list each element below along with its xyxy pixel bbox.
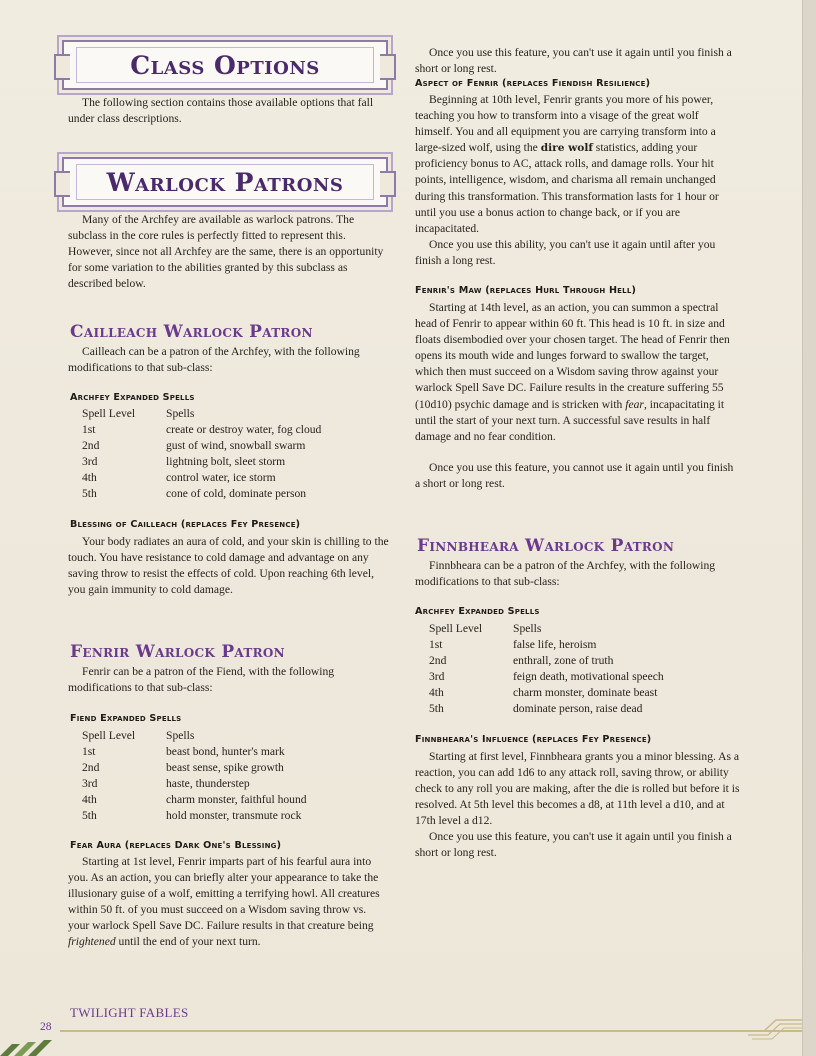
aspect-of-fenrir-text: Beginning at 10th level, Fenrir grants you more of his power, teaching you how to transform into a visage of the great wolf himself. You and all equipment you are carrying transform into a large-sized wolf, using the dire wolf statistics, adding your proficiency bonus to AC, attack rolls, and damage rolls. Your hit points, intelligence, wisdom, and charisma all remain unchanged during this transformation. This transformation lasts for 1 hour or until you use a bonus action to change back, or if you are incapacitated. [415, 93, 719, 235]
class-options-banner [62, 40, 388, 90]
fear-aura-continued: Once you use this feature, you can't use it again until you finish a short or long rest. [415, 46, 732, 76]
fenrir-intro: Fenrir can be a patron of the Fiend, with the following modifications to that sub-class: [68, 665, 335, 695]
table-row: 4th control water, ice storm [82, 471, 276, 484]
cailleach-blessing-heading: Blessing of Cailleach (replaces Fey Presence) [70, 519, 301, 530]
finnbheara-influence-once: Once you use this feature, you can't use it again until you finish a short or long rest. [415, 830, 732, 860]
class-options-title: Class Options [130, 50, 320, 80]
table-row: 4th charm monster, faithful hound [82, 793, 307, 806]
table-row: 3rd feign death, motivational speech [429, 670, 664, 683]
table-row: 3rd haste, thunderstep [82, 777, 250, 790]
table-row: 1st false life, heroism [429, 638, 597, 651]
table-row: 2nd gust of wind, snowball swarm [82, 439, 306, 452]
banner-ornament-left [54, 171, 70, 197]
cailleach-intro: Cailleach can be a patron of the Archfey, with the following modifications to that sub-class: [68, 345, 360, 375]
footer-ornament-icon [742, 1012, 802, 1040]
table-row: 2nd enthrall, zone of truth [429, 654, 614, 667]
footer-title: TWILIGHT FABLES [70, 1005, 189, 1020]
table-row: 2nd beast sense, spike growth [82, 761, 284, 774]
aspect-of-fenrir-heading: Aspect of Fenrir (replaces Fiendish Resilience) [415, 78, 651, 89]
cailleach-spell-table [68, 406, 321, 502]
table-row: 1st beast bond, hunter's mark [82, 745, 285, 758]
table-header-row: Spell Level Spells [429, 622, 542, 635]
table-row: 1st create or destroy water, fog cloud [82, 423, 322, 436]
fear-aura-heading: Fear Aura (replaces Dark One's Blessing) [70, 840, 282, 851]
fiend-spells-heading: Fiend Expanded Spells [70, 713, 182, 724]
finnbheara-spell-table [415, 621, 664, 717]
table-header-row: Spell Level Spells [82, 407, 195, 420]
footer-rule [60, 1030, 805, 1032]
cailleach-spells-heading: Archfey Expanded Spells [70, 392, 195, 403]
fenrir-title: Fenrir Warlock Patron [70, 642, 285, 662]
table-row: 5th cone of cold, dominate person [82, 487, 307, 500]
table-row: 4th charm monster, dominate beast [429, 686, 658, 699]
warlock-patrons-title: Warlock Patrons [106, 167, 344, 197]
banner-ornament-left [54, 54, 70, 80]
finnbheara-intro: Finnbheara can be a patron of the Archfey, with the following modifications to that sub-class: [415, 559, 716, 589]
fenrir-maw-heading: Fenrir's Maw (replaces Hurl Through Hell) [415, 285, 637, 296]
corner-stripe-icon [0, 1036, 60, 1056]
finnbheara-influence-heading: Finnbheara's Influence (replaces Fey Presence) [415, 734, 652, 745]
finnbheara-influence-text: Starting at first level, Finnbheara grants you a minor blessing. As a reaction, you can add 1d6 to any attack roll, saving throw, or ability check to any roll you are making, after the die is rolled but before it is resolved. At 5th level this becomes a d8, at 11th level a d10, and at 17th level a d12. [415, 750, 740, 828]
class-options-intro: The following section contains those available options that fall under class descriptions. [68, 96, 374, 126]
finnbheara-spells-heading: Archfey Expanded Spells [415, 606, 540, 617]
page-edge [802, 0, 816, 1056]
banner-ornament-right [380, 171, 396, 197]
cailleach-blessing-text: Your body radiates an aura of cold, and your skin is chilling to the touch. You have resistance to cold damage and advantage on any saving throw to resist the effects of cold. Upon reaching 6th level, you gain immunity to cold damage. [68, 535, 389, 597]
finnbheara-title: Finnbheara Warlock Patron [417, 536, 675, 556]
fenrir-spell-table [68, 728, 307, 824]
fenrir-maw-once: Once you use this feature, you cannot use it again until you finish a short or long rest. [415, 461, 734, 491]
cailleach-title: Cailleach Warlock Patron [70, 322, 313, 342]
table-row: 5th hold monster, transmute rock [82, 809, 302, 822]
warlock-patrons-banner [62, 157, 388, 207]
aspect-of-fenrir-once: Once you use this ability, you can't use it again until after you finish a long rest. [415, 238, 716, 268]
banner-ornament-right [380, 54, 396, 80]
fenrir-maw-text: Starting at 14th level, as an action, you can summon a spectral head of Fenrir to appear within 60 ft. This head is 10 ft. in size and floats disembodied over your chosen target. The head of Fenrir then opens its mouth wide and lunges forward to swallow the target, which then must succeed on a Wisdom saving throw against your warlock Spell Save DC. Failure results in the creature suffering 55 (10d10) psychic damage and is stricken with fear, incapacitating it until the start of your next turn. A successful save results in half damage and no fear condition. [415, 301, 730, 443]
table-row: 3rd lightning bolt, sleet storm [82, 455, 286, 468]
fear-aura-text: Starting at 1st level, Fenrir imparts part of his fearful aura into you. As an action, you can briefly alter your appearance to take the illusionary guise of a wolf, emitting a terrifying howl. All creatures within 50 ft. of you must succeed on a Wisdom saving throw vs. your warlock Spell Save DC. Failure results in that creature being frightened until the end of your next turn. [68, 855, 380, 949]
warlock-patrons-intro: Many of the Archfey are available as warlock patrons. The subclass in the core rules is perfectly fitted to represent this. However, since not all Archfey are the same, there is an opportunity for some variation to the abilities granted by this subclass as described below. [68, 213, 384, 291]
table-header-row: Spell Level Spells [82, 729, 195, 742]
table-row: 5th dominate person, raise dead [429, 702, 643, 715]
page-number: 28 [40, 1021, 52, 1033]
